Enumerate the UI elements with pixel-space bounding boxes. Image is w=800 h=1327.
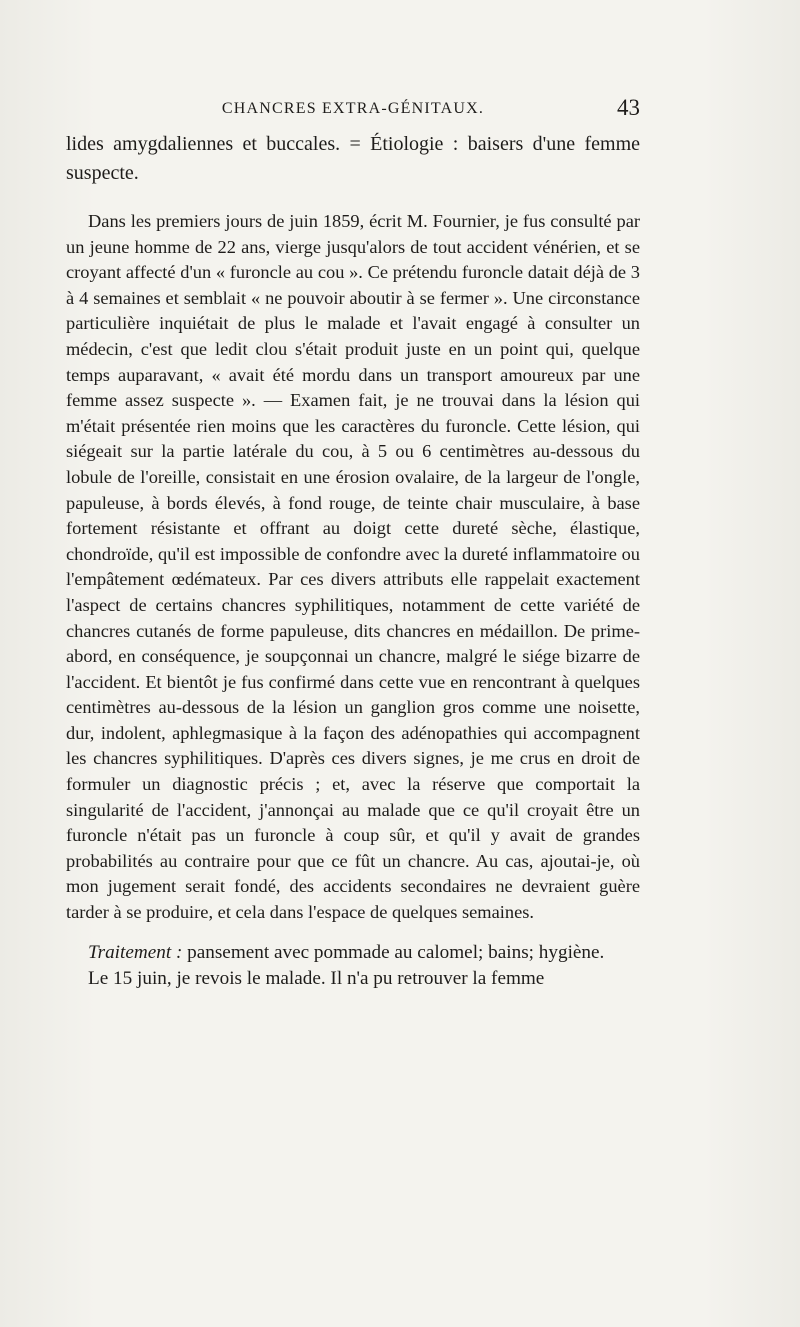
- running-title: CHANCRES EXTRA-GÉNITAUX.: [221, 100, 485, 117]
- treatment-text: pansement avec pommade au calomel; bains; hygiène.: [182, 941, 605, 963]
- treatment-paragraph: [66, 940, 640, 966]
- opening-paragraph: lides amygdaliennes et buccales. = Étiologie : baisers d'une femme suspecte.: [66, 133, 640, 184]
- case-paragraph: Dans les premiers jours de juin 1859, écrit M. Fournier, je fus consulté par un jeune homme de 22 ans, vierge jusqu'alors de tout accident vénérien, et se croyant affecté d'un « furoncle au cou ». Ce prétendu furoncle datait déjà de 3 à 4 semaines et semblait « ne pouvoir aboutir à se fermer ». Une circonstance particulière inquiétait de plus le malade et l'avait engagé à consulter un médecin, c'est que ledit clou s'était produit juste en un point qui, quelque temps auparavant, « avait été mordu dans un transport amoureux par une femme assez suspecte ». — Examen fait, je ne trouvai dans la lésion qui m'était présentée rien moins que les caractères du furoncle. Cette lésion, qui siégeait sur la partie latérale du cou, à 5 ou 6 centimètres au-dessous du lobule de l'oreille, consistait en une érosion ovalaire, de la largeur de l'ongle, papuleuse, à bords élevés, à fond rouge, de teinte chair musculaire, à base fortement résistante et offrant au doigt cette dureté sèche, élastique, chondroïde, qu'il est impossible de confondre avec la dureté inflammatoire ou l'empâtement œdémateux. Par ces divers attributs elle rappelait exactement l'aspect de certains chancres syphilitiques, notamment de cette variété de chancres cutanés de forme papuleuse, dits chancres en médaillon. De prime-abord, en conséquence, je soupçonnai un chancre, malgré le siége bizarre de l'accident. Et bientôt je fus confirmé dans cette vue en rencontrant à quelques centimètres au-dessous de la lésion un ganglion gros comme une noisette, dur, indolent, aphlegmasique à la façon des adénopathies qui accompagnent les chancres syphilitiques. D'après ces divers signes, je me crus en droit de formuler un diagnostic précis ; et, avec la réserve que comportait la singularité de l'accident, j'annonçai au malade que ce qu'il croyait être un furoncle n'était pas un furoncle à coup sûr, et qu'il y avait de grandes probabilités au contraire pour que ce fût un chancre. Au cas, ajoutai-je, où mon jugement serait fondé, des accidents secondaires ne devraient guère tarder à se produire, et cela dans l'espace de quelques semaines.: [66, 211, 640, 923]
- treatment-label: Traitement :: [88, 941, 183, 963]
- page-number: 43: [617, 95, 640, 120]
- running-head: [66, 95, 640, 126]
- last-line: Le 15 juin, je revois le malade. Il n'a pu retrouver la femme: [88, 967, 545, 989]
- page-text: [66, 130, 640, 992]
